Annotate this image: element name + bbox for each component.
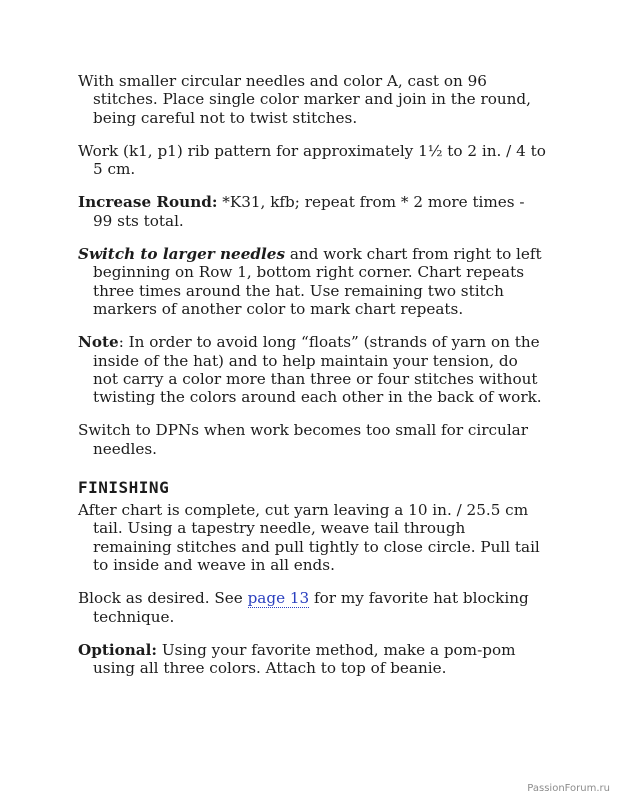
block-paragraph [78,589,546,626]
cast-on-paragraph: With smaller circular needles and color A, cast on 96 stitches. Place single color marker and join in the round, being careful not to twist stitches. [78,72,531,127]
dpn-paragraph: Switch to DPNs when work becomes too small for circular needles. [78,421,528,458]
note-label: Note [78,333,119,352]
optional-text: Using your favorite method, make a pom-pom using all three colors. Attach to top of beanie. [93,640,516,678]
block-text-after: for my favorite hat blocking technique. [93,589,529,626]
switch-needles-label: Switch to larger needles [78,245,285,264]
rib-paragraph: Work (k1, p1) rib pattern for approximately 1½ to 2 in. / 4 to 5 cm. [78,141,546,179]
increase-round-label: Increase Round: [78,193,218,212]
switch-needles-paragraph [78,245,546,318]
increase-round-text: *K31, kfb; repeat from * 2 more times - 99 sts total. [93,193,525,230]
watermark-text: PassionForum.ru [527,783,610,794]
optional-label: Optional: [78,640,158,659]
block-text-before: Block as desired. See [78,589,248,608]
note-paragraph [78,333,546,406]
switch-needles-text: and work chart from right to left beginning on Row 1, bottom right corner. Chart repeats three times around the hat. Use remaining two stitch markers of another color to mark chart repeats. [93,245,542,318]
finishing-heading: FINISHING [78,478,170,498]
increase-round-paragraph [78,193,546,230]
page-13-link[interactable]: page 13 [247,589,310,608]
after-chart-paragraph: After chart is complete, cut yarn leaving a 10 in. / 25.5 cm tail. Using a tapestry needle, weave tail through remaining stitches and pull tightly to close circle. Pull tail to inside and weave in all ends. [78,501,540,574]
pattern-instructions [78,72,546,692]
note-text: : In order to avoid long “floats” (strands of yarn on the inside of the hat) and to help maintain your tension, do not carry a color more than three or four stitches without twisting the colors around each other in the back of work. [93,333,542,407]
optional-paragraph [78,641,546,678]
